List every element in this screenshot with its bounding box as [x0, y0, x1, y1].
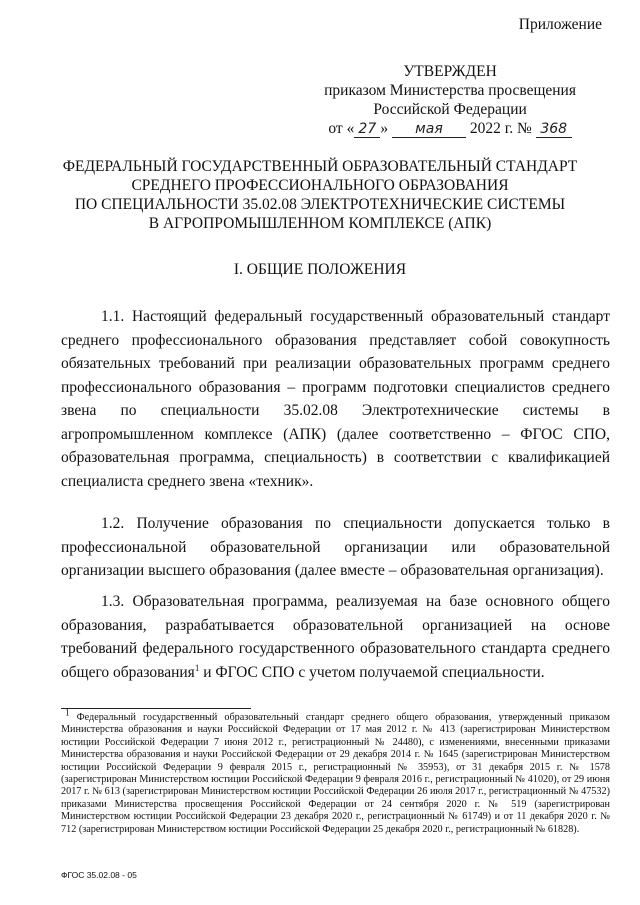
paragraph-1-2: 1.2. Получение образования по специальности допускается только в профессиональной образовательной организации или образовательной организации высшего образования (далее вместе – образовательная организация). [61, 515, 610, 579]
approved-label: УТВЕРЖДЕН [403, 63, 497, 80]
paragraph-1-3-text: 1.3. Образовательная программа, реализуемая на базе основного общего образования, разрабатывается образовательной организацией на основе требований федерального государственного образовательного стандарта среднего общего образования [61, 593, 610, 681]
title-line-2: СРЕДНЕГО ПРОФЕССИОНАЛЬНОГО ОБРАЗОВАНИЯ [131, 177, 509, 194]
footnote-text: Федеральный государственный образовательный стандарт среднего общего образования, утвержденный приказом Министерства образования и науки Российской Федерации от 17 мая 2012 г. № 413 (зарегистрирован Министерством юстиции Российской Федерации 7 июня 2012 г., регистрационный № 24480), с изменениями, внесенными приказами Министерства образования и науки Российской Федерации от 29 декабря 2014 г. № 1645 (зарегистрирован Министерством юстиции Российской Федерации 9 февраля 2015 г., регистрационный № 35953), от 31 декабря 2015 г. № 1578 (зарегистрирован Министерством юстиции Российской Федерации 9 февраля 2016 г., регистрационный № 41020), от 29 июня 2017 г. № 613 (зарегистрирован Министерством юстиции Российской Федерации 26 июля 2017 г., регистрационный № 47532) приказами Министерства просвещения Российской Федерации от 24 сентября 2020 г. № 519 (зарегистрирован Министерством юстиции Российской Федерации 23 декабря 2020 г., регистрационный № 61749) и от 11 декабря 2020 г. № 712 (зарегистрирован Министерством юстиции Российской Федерации 25 декабря 2020 г., регистрационный № 61828). [61, 712, 610, 835]
paragraph-1-1: 1.1. Настоящий федеральный государственный образовательный стандарт среднего профессионального образования представляет собой совокупность обязательных требований при реализации образовательных программ среднего профессионального образования – программ подготовки специалистов среднего звена по специальности 35.02.08 Электротехнические системы в агропромышленном комплексе (АПК) (далее соответственно – ФГОС СПО, образовательная программа, специальность) в соответствии с квалификацией специалиста среднего звена «техник». [61, 308, 610, 490]
page-footer: ФГОС 35.02.08 - 05 [61, 870, 137, 880]
document-title [40, 157, 600, 233]
title-line-3: ПО СПЕЦИАЛЬНОСТИ 35.02.08 ЭЛЕКТРОТЕХНИЧЕСКИЕ СИСТЕМЫ [74, 196, 566, 213]
footnote-reference: 1 [194, 662, 200, 673]
footnote-mark: 1 [65, 707, 70, 718]
order-month: мая [392, 121, 466, 138]
footnote-divider [61, 708, 251, 709]
date-prefix: от « [328, 120, 355, 137]
approval-block [324, 62, 576, 138]
order-line-2: Российской Федерации [373, 101, 527, 118]
order-line-1: приказом Министерства просвещения [324, 82, 576, 99]
order-date [324, 119, 576, 138]
title-line-4: В АГРОПРОМЫШЛЕННОМ КОМПЛЕКСЕ (АПК) [148, 215, 492, 232]
paragraph-1-3 [61, 590, 610, 684]
date-mid: » [380, 120, 389, 137]
order-day: 27 [354, 121, 380, 138]
footnote [61, 707, 610, 836]
date-year: 2022 г. № [469, 120, 532, 137]
paragraph-1-3-tail: и ФГОС СПО с учетом получаемой специальности. [199, 663, 545, 681]
order-number: 368 [536, 121, 572, 138]
section-heading: I. ОБЩИЕ ПОЛОЖЕНИЯ [233, 261, 407, 278]
appendix-label: Приложение [518, 16, 602, 33]
title-line-1: ФЕДЕРАЛЬНЫЙ ГОСУДАРСТВЕННЫЙ ОБРАЗОВАТЕЛЬНЫЙ СТАНДАРТ [62, 158, 578, 175]
